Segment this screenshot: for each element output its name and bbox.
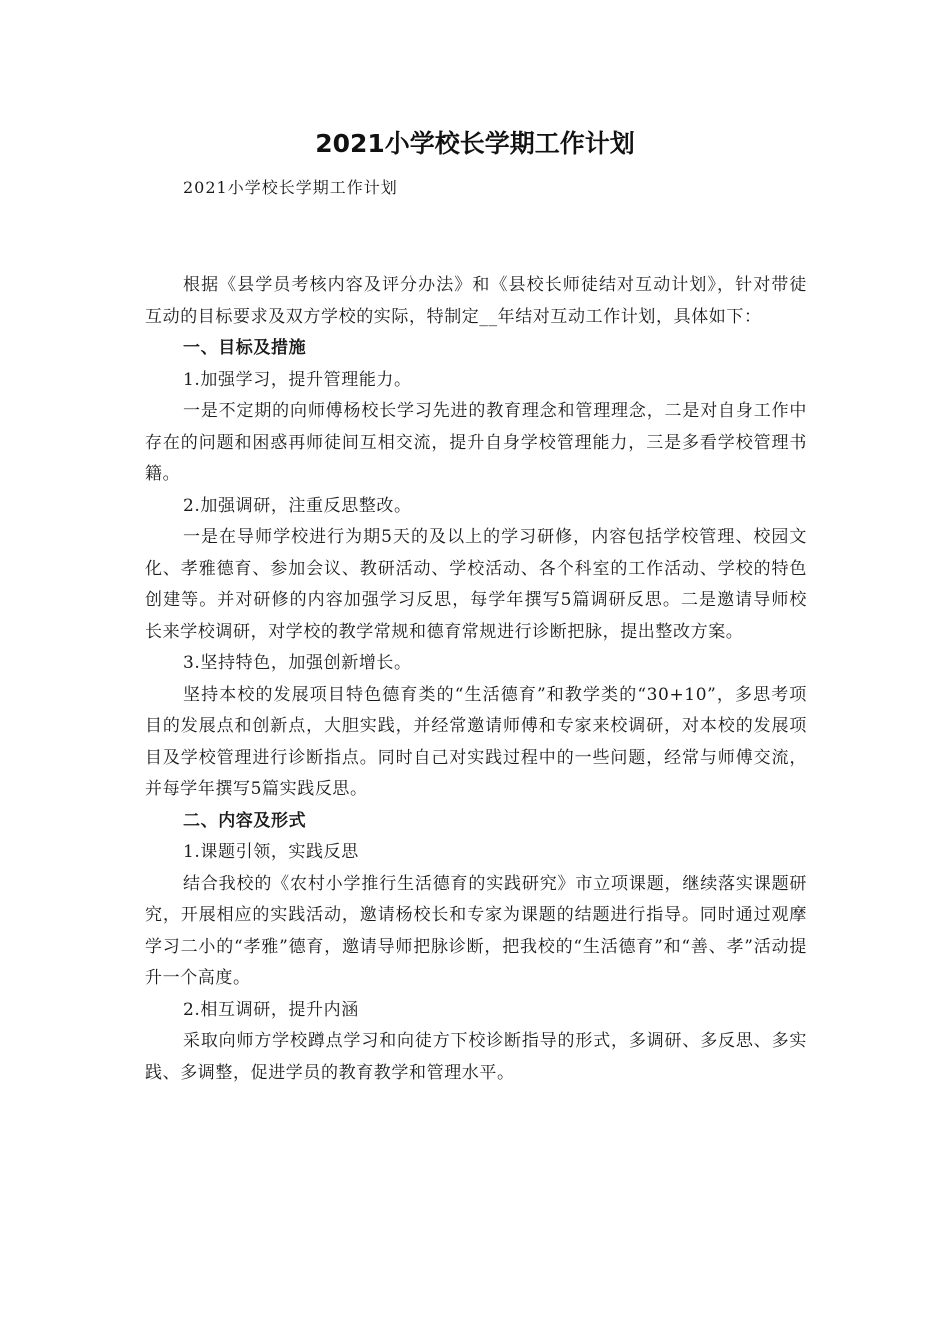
subheading-topic: 1.课题引领，实践反思	[183, 842, 359, 862]
section-heading-content: 二、内容及形式	[183, 810, 307, 831]
document-body	[145, 270, 807, 1089]
subheading-study: 1.加强学习，提升管理能力。	[183, 369, 412, 390]
paragraph-research: 一是在导师学校进行为期5天的及以上的学习研修，内容包括学校管理、校园文化、孝雅德育、参加会议、教研活动、学校活动、各个科室的工作活动、学校的特色创建等。并对研修的内容加强学习反思，每学年撰写5篇调研反思。二是邀请导师校长来学校调研，对学校的教学常规和德育常规进行诊断把脉，提出整改方案。	[145, 527, 807, 642]
subheading-features: 3.坚持特色，加强创新增长。	[183, 653, 412, 673]
paragraph-mutual-research: 采取向师方学校蹲点学习和向徒方下校诊断指导的形式，多调研、多反思、多实践、多调整，促进学员的教育教学和管理水平。	[145, 1031, 807, 1083]
paragraph-topic: 结合我校的《农村小学推行生活德育的实践研究》市立项课题，继续落实课题研究，开展相应的实践活动，邀请杨校长和专家为课题的结题进行指导。同时通过观摩学习二小的“孝雅”德育，邀请导师把脉诊断，把我校的“生活德育”和“善、孝”活动提升一个高度。	[145, 873, 807, 988]
paragraph-study: 一是不定期的向师傅杨校长学习先进的教育理念和管理理念，二是对自身工作中存在的问题和困惑再师徒间互相交流，提升自身学校管理能力，三是多看学校管理书籍。	[145, 401, 807, 484]
document-title: 2021小学校长学期工作计划	[315, 129, 635, 158]
subheading-mutual-research: 2.相互调研，提升内涵	[183, 999, 359, 1020]
paragraph-intro: 根据《县学员考核内容及评分办法》和《县校长师徒结对互动计划》，针对带徒互动的目标要求及双方学校的实际，特制定__年结对互动工作计划，具体如下：	[145, 275, 807, 327]
paragraph-features: 坚持本校的发展项目特色德育类的“生活德育”和教学类的“30+10”，多思考项目的发展点和创新点，大胆实践，并经常邀请师傅和专家来校调研，对本校的发展项目及学校管理进行诊断指点。同时自己对实践过程中的一些问题，经常与师傅交流，并每学年撰写5篇实践反思。	[145, 684, 807, 799]
section-heading-goals: 一、目标及措施	[183, 338, 307, 358]
document-subtitle: 2021小学校长学期工作计划	[183, 178, 398, 197]
subheading-research: 2.加强调研，注重反思整改。	[183, 495, 412, 516]
